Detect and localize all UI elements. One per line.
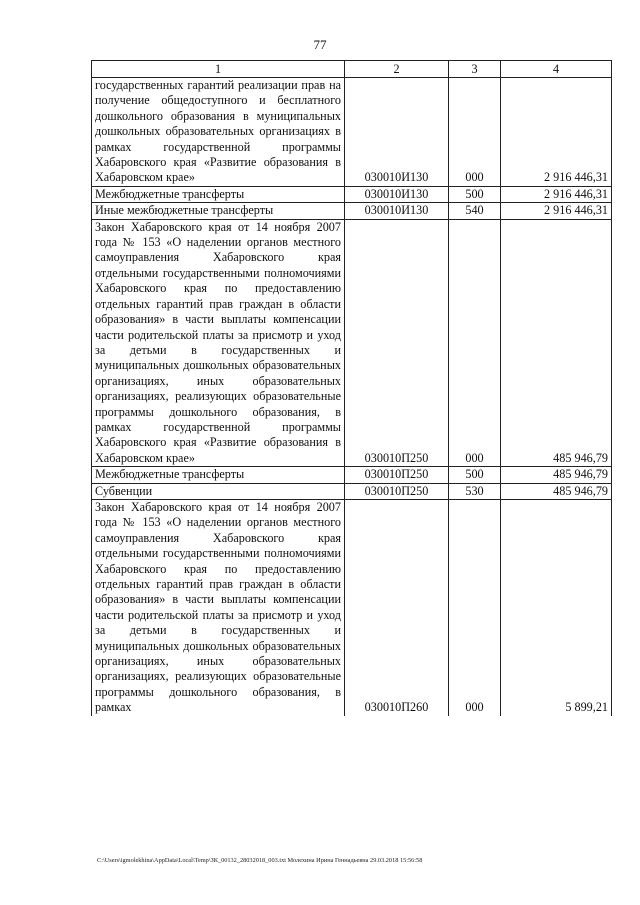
page-number: 77 (313, 37, 327, 52)
row-description: государственных гарантий реализации прав на получение общедоступного и бесплатного дошкольного образования в муниципальных дошкольных образовательных организациях в рамках государственной программы Хабаровского края «Развитие образования в Хабаровском крае» (92, 78, 345, 187)
row-amount: 485 946,79 (501, 467, 612, 483)
table-header-row (92, 61, 612, 78)
header-col-4: 4 (501, 61, 612, 78)
row-expense-type: 500 (449, 186, 501, 202)
row-target-code: 030010И130 (345, 203, 449, 219)
table-row (92, 499, 612, 715)
table-row (92, 483, 612, 499)
table-row (92, 219, 612, 467)
row-target-code: 030010П250 (345, 483, 449, 499)
row-description: Межбюджетные трансферты (92, 467, 345, 483)
row-target-code: 030010П250 (345, 467, 449, 483)
row-expense-type: 000 (449, 78, 501, 187)
row-target-code: 030010П250 (345, 219, 449, 467)
row-expense-type: 000 (449, 219, 501, 467)
row-description: Закон Хабаровского края от 14 ноября 2007 года № 153 «О наделении органов местного самоуправления Хабаровского края отдельными государственными полномочиями Хабаровского края по предоставлению отдельных гарантий прав граждан в области образования» в части выплаты компенсации части родительской платы за присмотр и уход за детьми в государственных и муниципальных дошкольных образовательных организациях, иных образовательных организациях, реализующих образовательные программы дошкольного образования, в рамках государственной программы Хабаровского края «Развитие образования в Хабаровском крае» (92, 219, 345, 467)
header-col-1: 1 (92, 61, 345, 78)
row-description: Субвенции (92, 483, 345, 499)
row-description: Межбюджетные трансферты (92, 186, 345, 202)
row-amount: 5 899,21 (501, 499, 612, 715)
row-amount: 2 916 446,31 (501, 203, 612, 219)
table-row (92, 203, 612, 219)
row-amount: 2 916 446,31 (501, 186, 612, 202)
row-amount: 2 916 446,31 (501, 78, 612, 187)
header-col-2: 2 (345, 61, 449, 78)
table-row (92, 186, 612, 202)
budget-table (91, 60, 612, 716)
row-amount: 485 946,79 (501, 219, 612, 467)
file-path-footer: C:\Users\igmolekhina\AppData\Local\Temp\ЗК_00132_28032018_003.txt Молехина Ирина Геннадьевна 29.03.2018 15:56:58 (97, 857, 423, 864)
row-expense-type: 000 (449, 499, 501, 715)
row-expense-type: 530 (449, 483, 501, 499)
row-target-code: 030010П260 (345, 499, 449, 715)
row-expense-type: 500 (449, 467, 501, 483)
row-description: Закон Хабаровского края от 14 ноября 2007 года № 153 «О наделении органов местного самоуправления Хабаровского края отдельными государственными полномочиями Хабаровского края по предоставлению отдельных гарантий прав граждан в области образования» в части выплаты компенсации части родительской платы за присмотр и уход за детьми в государственных и муниципальных дошкольных образовательных организациях, иных образовательных организациях, реализующих образовательные программы дошкольного образования, в рамках (92, 499, 345, 715)
table-row (92, 78, 612, 187)
row-amount: 485 946,79 (501, 483, 612, 499)
header-col-3: 3 (449, 61, 501, 78)
table-row (92, 467, 612, 483)
row-expense-type: 540 (449, 203, 501, 219)
row-description: Иные межбюджетные трансферты (92, 203, 345, 219)
row-target-code: 030010И130 (345, 186, 449, 202)
row-target-code: 030010И130 (345, 78, 449, 187)
